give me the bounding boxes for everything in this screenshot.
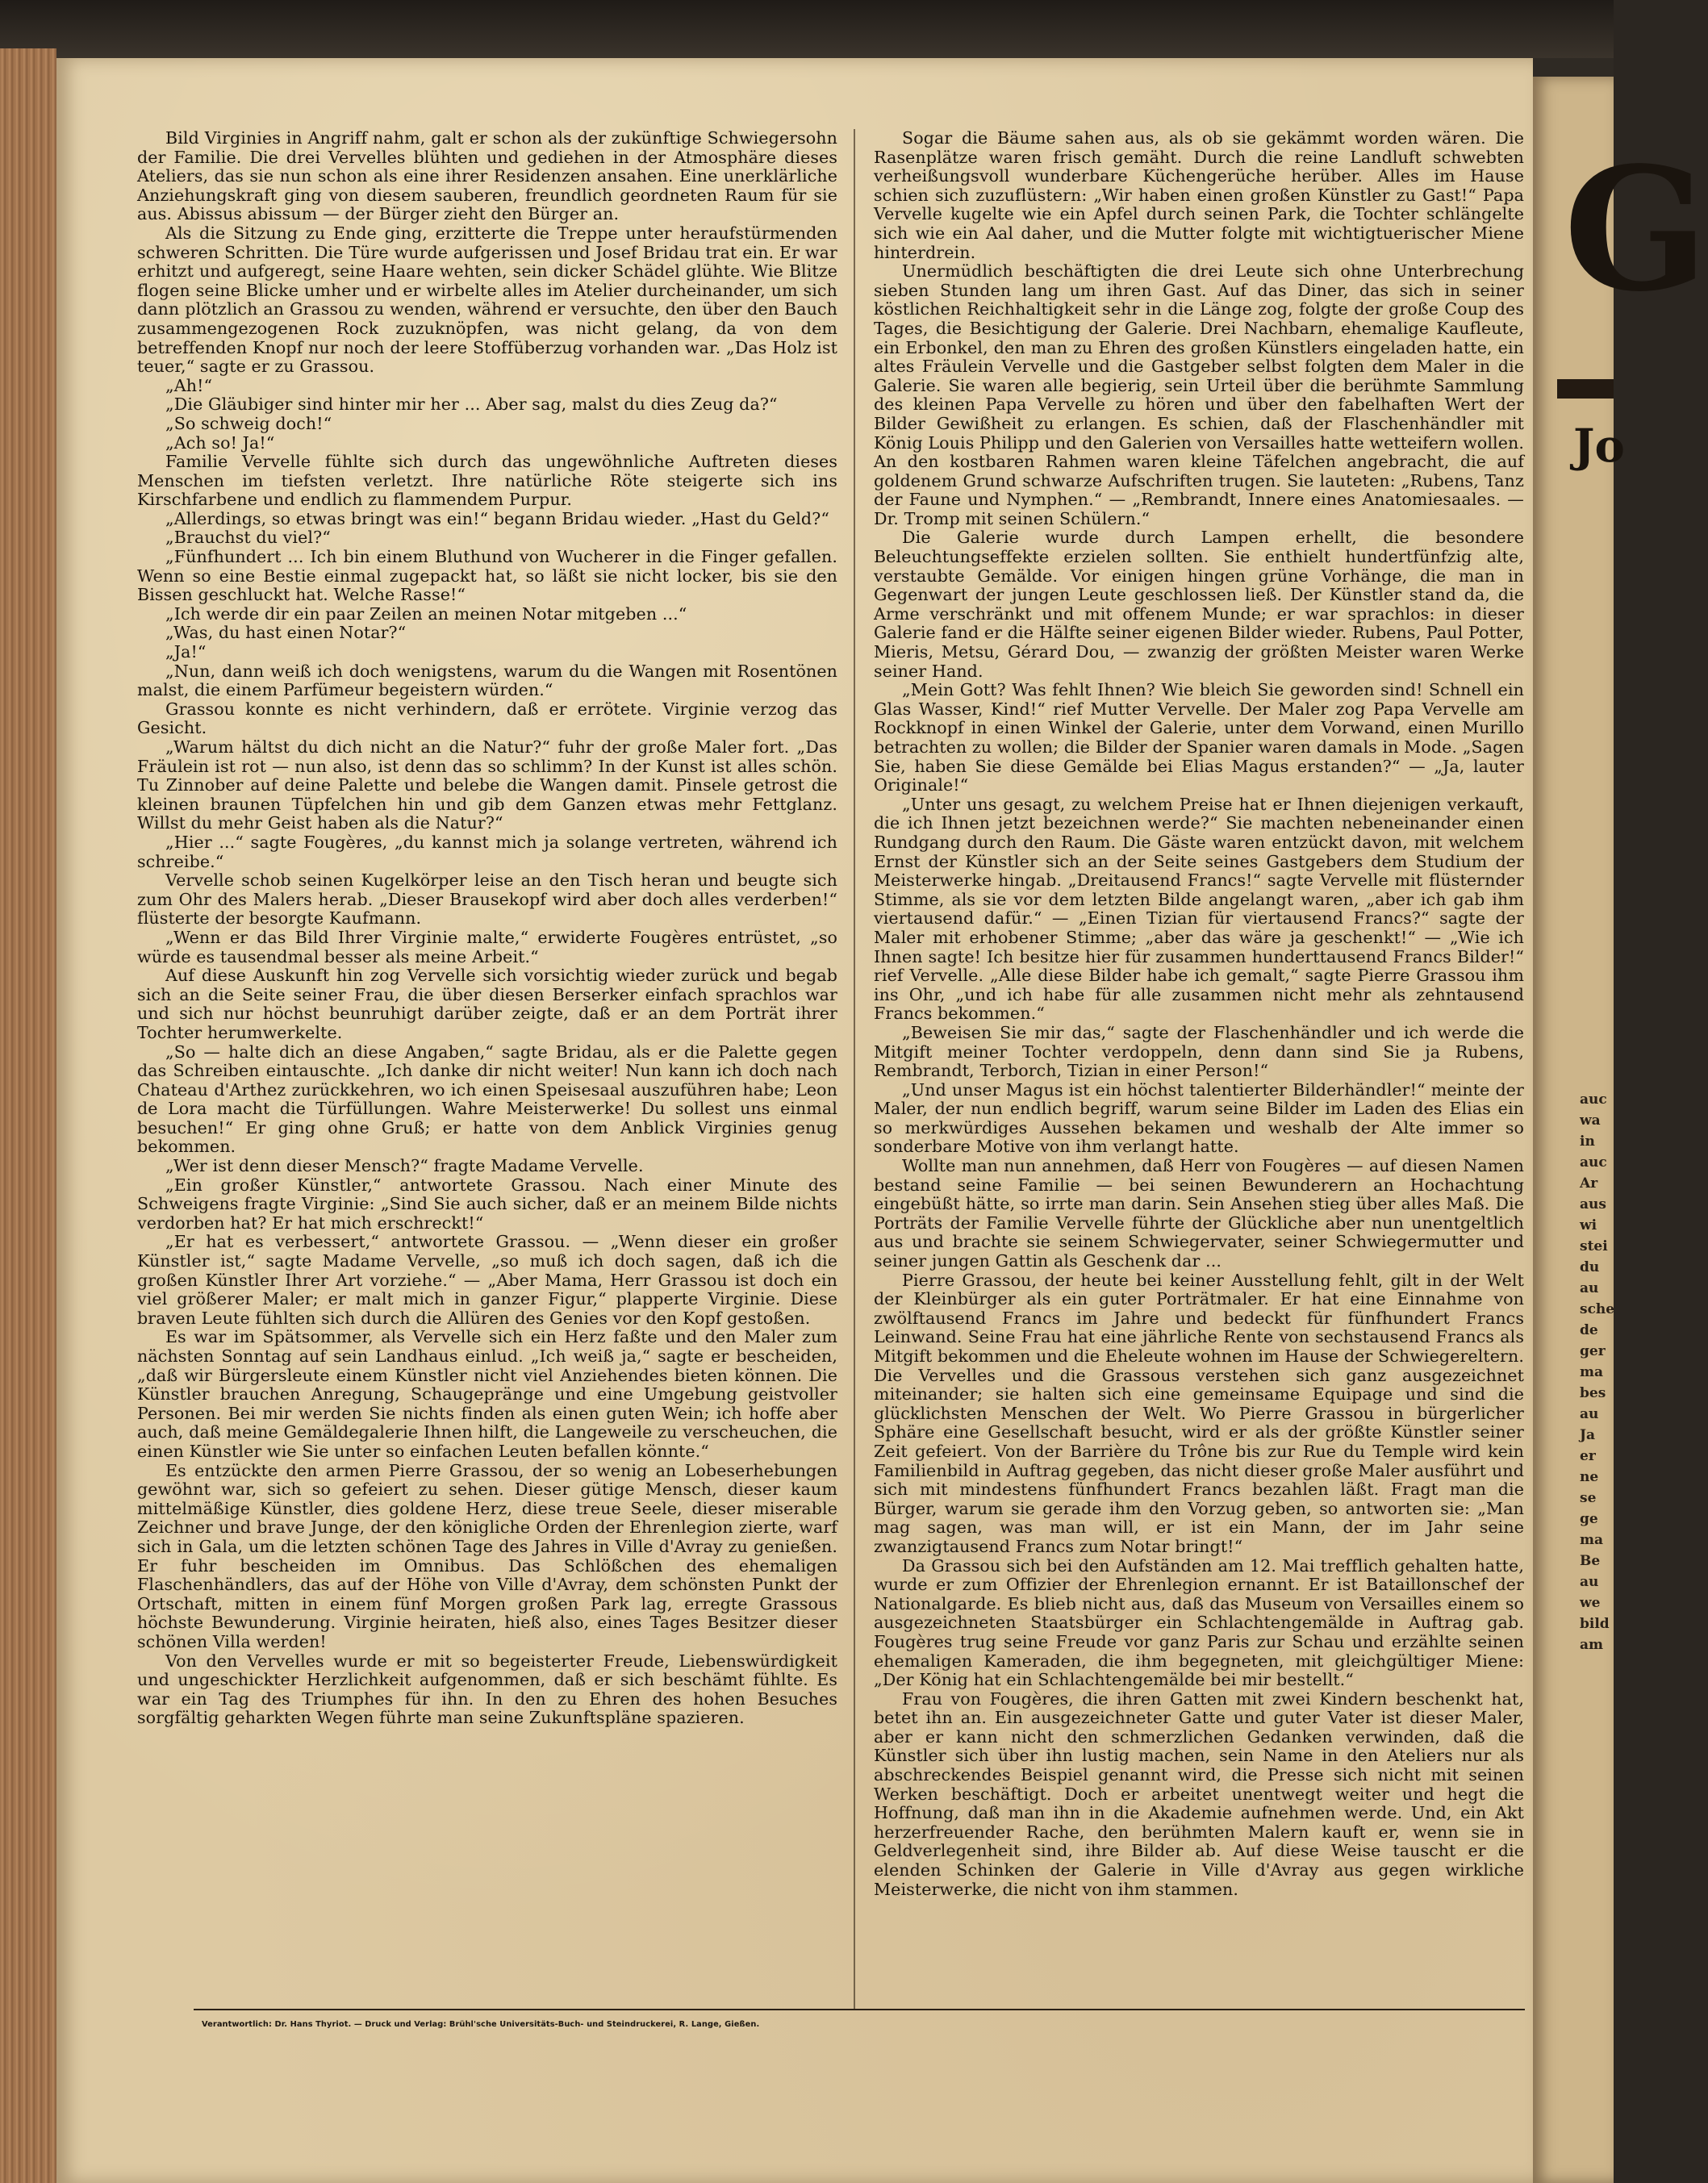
paragraph: Unermüdlich beschäftigten die drei Leute sich ohne Unterbrechung sieben Stunden lang um ihren Gast. Auf das Diner, das sich in seiner köstlichen Reichhaltigkeit sehr in die Länge zog, folgte der große Coup des Tages, die Besichtigung der Galerie. Drei Nachbarn, ehemalige Kaufleute, ein Erbonkel, den man zu Ehren des großen Künstlers eingeladen hatte, ein altes Fräulein Vervelle und die Gastgeber selbst folgten dem Maler in die Galerie. Sie waren alle begierig, sein Urteil über die berühmte Sammlung des kleinen Papa Vervelle zu hören und über den fabelhaften Wert der Bilder Gewißheit zu erlangen. Es schien, daß der Flaschenhändler mit König Louis Philipp und den Galerien von Versailles hatte wetteifern wollen. An den kostbaren Rahmen waren kleine Täfelchen angebracht, die auf goldenem Grund schwarze Aufschriften trugen. Sie lauteten: „Rubens, Tanz der Faune und Nymphen.“ — „Rembrandt, Innere eines Anatomiesaales. — Dr. Tromp mit seinen Schülern.“	[874, 261, 1524, 528]
adjacent-page-fragment: ge	[1580, 1511, 1598, 1527]
adjacent-page-big-letter: G	[1564, 130, 1708, 329]
adjacent-page-fragment: ger	[1580, 1343, 1606, 1359]
paragraph: Da Grassou sich bei den Aufständen am 12. Mai trefflich gehalten hatte, wurde er zum Offizier der Ehrenlegion ernannt. Er ist Bataillonschef der Nationalgarde. Es blieb nicht aus, daß das Museum von Versailles einem so ausgezeichneten Staatsbürger ein Schlachtengemälde in Auftrag gab. Fougères trug seine Freude vor ganz Paris zur Schau und erzählte seinen ehemaligen Kameraden, die ihm begegneten, mit gleichgültiger Miene: „Der König hat ein Schlachtengemälde bei mir bestellt.“	[874, 1555, 1524, 1690]
adjacent-page-fragment: we	[1580, 1595, 1601, 1611]
column-divider	[854, 129, 855, 2009]
adjacent-page-fragment: Ja	[1580, 1427, 1596, 1443]
paragraph: „Mein Gott? Was fehlt Ihnen? Wie bleich Sie geworden sind! Schnell ein Glas Wasser, Kind!“ rief Mutter Vervelle. Der Maler zog Papa Vervelle am Rockknopf in einen Winkel der Galerie, unter dem Vorwand, einen Murillo betrachten zu wollen; die Bilder der Spanier waren damals in Mode. „Sagen Sie, haben Sie diese Gemälde bei Elias Magus erstanden?“ — „Ja, lauter Originale!“	[874, 680, 1525, 795]
paragraph: „Fünfhundert ... Ich bin einem Bluthund von Wucherer in die Finger gefallen. Wenn so eine Bestie einmal zugepackt hat, so läßt sie nicht locker, bis sie den Bissen geschluckt hat. Welche Rasse!“	[137, 547, 837, 605]
paragraph: „Nun, dann weiß ich doch wenigstens, warum du die Wangen mit Rosentönen malst, die einem Parfümeur begeistern würden.“	[137, 661, 837, 700]
paragraph: „Warum hältst du dich nicht an die Natur?“ fuhr der große Maler fort. „Das Fräulein ist rot — nun also, ist denn das so schlimm? In der Kunst ist alles schön. Tu Zinnober auf deine Palette und belebe die Wangen damit. Pinsele getrost die kleinen braunen Tüpfelchen hin und gib dem Ganzen etwas mehr Fettglanz. Willst du mehr Geist haben als die Natur?“	[137, 737, 837, 833]
adjacent-page-fragment: au	[1580, 1406, 1599, 1422]
adjacent-page-fragment: Be	[1580, 1553, 1601, 1569]
paragraph: „Ach so! Ja!“	[165, 432, 275, 453]
adjacent-page-fragment: ma	[1580, 1532, 1604, 1548]
paragraph: Es entzückte den armen Pierre Grassou, der so wenig an Lobeserhebungen gewöhnt war, sich so gefeiert zu sehen. Dieser gütige Mensch, dieser kaum mittelmäßige Künstler, dies goldene Herz, diese treue Seele, dieser miserable Zeichner und brave Junge, der den königliche Orden der Ehrenlegion zierte, warf sich in Gala, um die letzten schönen Tage des Jahres in Ville d'Avray zu genießen. Er fuhr bescheiden im Omnibus. Das Schlößchen des ehemaligen Flaschenhändlers, das auf der Höhe von Ville d'Avray, dem schönsten Punkt der Ortschaft, mitten in einem fünf Morgen großen Park lag, erregte Grassous höchste Bewunderung. Virginie heiraten, hieß also, eines Tages Besitzer dieser schönen Villa werden!	[137, 1460, 837, 1651]
paragraph: Wollte man nun annehmen, daß Herr von Fougères — auf diesen Namen bestand seine Familie — bei seinen Bewunderern an Hochachtung eingebüßt hätte, so irrte man darin. Sein Ansehen stieg über alles Maß. Die Porträts der Familie Vervelle führte der Glückliche aber nun unentgeltlich aus und brachte sie seinem Schwiegervater, seiner Schwiegermutter und seiner jungen Gattin als Geschenk dar ...	[874, 1156, 1524, 1271]
paragraph: „Und unser Magus ist ein höchst talentierter Bilderhändler!“ meinte der Maler, der nun endlich begriff, warum seine Bilder im Laden des Elias ein so merkwürdiges Aussehen bekamen und weshalb der Alte immer so sonderbare Motive von ihm verlangt hatte.	[874, 1079, 1524, 1157]
adjacent-page-fragment: auc	[1580, 1154, 1607, 1171]
adjacent-page-fragment: wa	[1580, 1112, 1601, 1129]
paragraph: Es war im Spätsommer, als Vervelle sich ein Herz faßte und den Maler zum nächsten Sonntag auf sein Landhaus einlud. „Ich weiß ja,“ sagte er bescheiden, „daß wir Bürgersleute einem Künstler nicht viel Anziehendes bieten können. Die Künstler brauchen Anregung, Schaugepränge und eine Umgebung geistvoller Personen. Bei mir werden Sie nichts finden als einen guten Wein; ich hoffe aber auch, daß meine Gemäldegalerie Ihnen hilft, die Langeweile zu verscheuchen, die einen Künstler wie Sie unter so einfachen Leuten befallen könnte.“	[137, 1327, 837, 1461]
adjacent-page-fragment: bes	[1580, 1385, 1606, 1401]
adjacent-page-fragment: er	[1580, 1448, 1596, 1464]
adjacent-page-fragment: se	[1580, 1490, 1597, 1506]
paragraph: Auf diese Auskunft hin zog Vervelle sich vorsichtig wieder zurück und begab sich an die Seite seiner Frau, die über diesen Berserker einfach sprachlos war und sich nur höchst beunruhigt darüber zeigte, daß er an dem Porträt ihrer Tochter herumwerkelte.	[137, 966, 837, 1042]
paragraph: „Brauchst du viel?“	[165, 528, 331, 548]
paragraph: „Wer ist denn dieser Mensch?“ fragte Madame Vervelle.	[165, 1156, 644, 1176]
paragraph: Sogar die Bäume sahen aus, als ob sie gekämmt worden wären. Die Rasenplätze waren frisch gemäht. Durch die reine Landluft schwebten verheißungsvoll wunderbare Küchengerüche herüber. Alles im Hause schien sich zuzuflüstern: „Wir haben einen großen Künstler zu Gast!“ Papa Vervelle kugelte wie ein Apfel durch seinen Park, die Tochter schlängelte sich wie ein Aal daher, und die Mutter folgte mit wichtigtuerischer Miene hinterdrein.	[874, 128, 1524, 262]
paragraph: „Was, du hast einen Notar?“	[165, 623, 407, 643]
paragraph: Frau von Fougères, die ihren Gatten mit zwei Kindern beschenkt hat, betet ihn an. Ein ausgezeichneter Gatte und guter Vater ist dieser Maler, aber er kann nicht den schmerzlichen Gedanken verwinden, daß die Künstler sich über ihn lustig machen, sein Name in den Ateliers nur als abschreckendes Beispiel genannt wird, die Presse sich nicht mit seinen Werken beschäftigt. Doch er arbeitet unentwegt weiter und hegt die Hoffnung, daß man ihn in die Akademie aufnehmen werde. Und, ein Akt herzerfreuender Rache, den berühmten Malern kauft er, wenn sie in Geldverlegenheit sind, ihre Bilder ab. Auf diese Weise tauscht er die elenden Schinken der Galerie in Ville d'Avray aus gegen wirkliche Meisterwerke, die nicht von ihm stammen.	[874, 1688, 1524, 1899]
footer-rule	[194, 2009, 1525, 2010]
adjacent-page-fragment: au	[1580, 1280, 1599, 1296]
paragraph: „Unter uns gesagt, zu welchem Preise hat er Ihnen diejenigen verkauft, die ich Ihnen jetzt bezeichnen werde?“ Sie machten nebeneinander einen Rundgang durch den Raum. Die Gäste waren entzückt davon, mit welchem Ernst der Künstler sich an der Seite seines Gastgebers dem Studium der Meisterwerke hingab. „Dreitausend Francs!“ sagte Vervelle mit flüsternder Stimme, als sie vor dem letzten Bilde angelangt waren, „aber ich gab ihm viertausend dafür.“ — „Einen Tizian für viertausend Francs?“ sagte der Maler mit erhobener Stimme; „aber das wäre ja geschenkt!“ — „Wie ich Ihnen sagte! Ich besitze hier für zusammen hunderttausend Francs Bilder!“ rief Vervelle. „Alle diese Bilder habe ich gemalt,“ sagte Pierre Grassou ihm ins Ohr, „und ich habe für alle zusammen nicht mehr als zehntausend Francs bekommen.“	[874, 794, 1524, 1024]
paragraph: „So — halte dich an diese Angaben,“ sagte Bridau, als er die Palette gegen das Schreiben eintauschte. „Ich danke dir nicht weiter! Nun kann ich doch nach Chateau d'Arthez zurückkehren, wo ich einen Speisesaal auszuführen habe; Leon de Lora macht die Türfüllungen. Wahre Meisterwerke! Du sollest uns einmal besuchen!“ Er ging ohne Gruß; er hatte von dem Anblick Virginies genug bekommen.	[137, 1041, 837, 1157]
adjacent-page-fragment: ma	[1580, 1364, 1604, 1380]
paragraph: „Ja!“	[165, 642, 207, 662]
adjacent-page-fragment: in	[1580, 1133, 1595, 1150]
adjacent-page-fragment: bild	[1580, 1616, 1610, 1632]
paragraph: Bild Virginies in Angriff nahm, galt er schon als der zukünftige Schwiegersohn der Familie. Die drei Vervelles blühten und gediehen in der Atmosphäre dieses Ateliers, das sie nun schon als eine ihrer Residenzen ansahen. Eine unerklärliche Anziehungskraft ging von diesem sauberen, freundlich geordneten Raum für sie aus. Abissus abissum — der Bürger zieht den Bürger an.	[137, 128, 837, 224]
text-column-left	[137, 129, 837, 1728]
paragraph: „Beweisen Sie mir das,“ sagte der Flaschenhändler und ich werde die Mitgift meiner Tochter verdoppeln, denn dann sind Sie ja Rubens, Rembrandt, Terborch, Tizian in einer Person!“	[874, 1022, 1524, 1081]
adjacent-page-fragment: am	[1580, 1637, 1604, 1653]
paragraph: Als die Sitzung zu Ende ging, erzitterte die Treppe unter heraufstürmenden schweren Schritten. Die Türe wurde aufgerissen und Josef Bridau trat ein. Er war erhitzt und aufgeregt, seine Haare wehten, sein dicker Schädel glühte. Wie Blitze flogen seine Blicke umher und er wirbelte alles im Atelier durcheinander, um sich dann plötzlich an Grassou zu wenden, während er versuchte, den über den Bauch zusammengezogenen Rock zuzuknöpfen, was nicht gelang, da von dem betreffenden Knopf nur noch der leere Stoffüberzug vorhanden war. „Das Holz ist teuer,“ sagte er zu Grassou.	[137, 223, 837, 377]
paragraph: „Ah!“	[165, 375, 213, 395]
adjacent-page-fragment: auc	[1580, 1092, 1607, 1108]
paragraph: „Hier ...“ sagte Fougères, „du kannst mich ja solange vertreten, während ich schreibe.“	[137, 832, 837, 871]
paragraph: Vervelle schob seinen Kugelkörper leise an den Tisch heran und beugte sich zum Ohr des Malers herab. „Dieser Brausekopf wird aber doch alles verderben!“ flüsterte der besorgte Kaufmann.	[137, 870, 837, 929]
adjacent-page-fragment: Ar	[1580, 1175, 1598, 1192]
adjacent-page-fragment: aus	[1580, 1196, 1606, 1213]
adjacent-page-fragment: sche	[1580, 1301, 1615, 1317]
paragraph: „Ein großer Künstler,“ antwortete Grassou. Nach einer Minute des Schweigens fragte Virginie: „Sind Sie auch sicher, daß er an meinem Bilde nichts verdorben hat? Er hat mich erschreckt!“	[137, 1175, 837, 1233]
adjacent-page-fragment: au	[1580, 1574, 1599, 1590]
paragraph: „Ich werde dir ein paar Zeilen an meinen Notar mitgeben ...“	[165, 603, 687, 624]
scanner-background	[0, 0, 1614, 58]
paragraph: „So schweig doch!“	[165, 413, 332, 433]
adjacent-page-fragment: stei	[1580, 1238, 1608, 1254]
paragraph: Grassou konnte es nicht verhindern, daß er errötete. Virginie verzog das Gesicht.	[137, 699, 837, 738]
paragraph: „Allerdings, so etwas bringt was ein!“ begann Bridau wieder. „Hast du Geld?“	[165, 508, 829, 528]
imprint-line: Verantwortlich: Dr. Hans Thyriot. — Druck und Verlag: Brühl'sche Universitäts-Buch- und Steindruckerei, R. Lange, Gießen.	[202, 2020, 760, 2029]
adjacent-page-heading: Jo	[1573, 419, 1625, 473]
text-column-right	[874, 129, 1524, 1899]
paragraph: Von den Vervelles wurde er mit so begeisterter Freude, Liebenswürdigkeit und ungeschickter Herzlichkeit aufgenommen, daß er sich beschämt fühlte. Es war ein Tag des Triumphes für ihn. In den zu Ehren des hohen Besuches sorgfältig geharkten Wegen führte man seine Zukunftspläne spazieren.	[137, 1651, 837, 1728]
paragraph: Pierre Grassou, der heute bei keiner Ausstellung fehlt, gilt in der Welt der Kleinbürger als ein guter Porträtmaler. Er hat eine Einnahme von zwölftausend Francs im Jahre und bedeckt für fünfhundert Francs Leinwand. Seine Frau hat eine jährliche Rente von sechstausend Francs als Mitgift bekommen und die Eheleute wohnen im Hause der Schwiegereltern. Die Vervelles und die Grassous verstehen sich ganz ausgezeichnet miteinander; sie halten sich eine gemeinsame Equipage und sind die glücklichsten Menschen der Welt. Wo Pierre Grassou in bürgerlicher Sphäre eine Gesellschaft besucht, wird er als der größte Künstler seiner Zeit gefeiert. Von der Barrière du Trône bis zur Rue du Temple wird kein Familienbild in Auftrag gegeben, das nicht dieser große Maler ausführt und sich mit mindestens fünfhundert Francs bezahlen läßt. Fragt man die Bürger, warum sie gerade ihm den Vorzug geben, so antworten sie: „Man mag sagen, was man will, er ist ein Mann, der im Jahr seine zwanzigtausend Francs zum Notar bringt!“	[874, 1270, 1524, 1556]
paragraph: „Die Gläubiger sind hinter mir her ... Aber sag, malst du dies Zeug da?“	[165, 394, 778, 415]
adjacent-page-fragment: ne	[1580, 1469, 1599, 1485]
adjacent-page-fragment: de	[1580, 1322, 1598, 1338]
adjacent-page-fragment: wi	[1580, 1217, 1597, 1233]
book-binding-edge	[0, 48, 56, 2183]
paragraph: Familie Vervelle fühlte sich durch das ungewöhnliche Auftreten dieses Menschen im tiefsten verletzt. Ihre natürliche Röte steigerte sich ins Kirschfarbene und endlich zu flammendem Purpur.	[137, 452, 837, 510]
adjacent-page-text-fragments	[1580, 1089, 1614, 1655]
adjacent-page-rule	[1557, 379, 1614, 399]
paragraph: „Wenn er das Bild Ihrer Virginie malte,“ erwiderte Fougères entrüstet, „so würde es tausendmal besser als meine Arbeit.“	[137, 927, 837, 966]
adjacent-page-fragment: du	[1580, 1259, 1600, 1275]
paragraph: „Er hat es verbessert,“ antwortete Grassou. — „Wenn dieser ein großer Künstler ist,“ sagte Madame Vervelle, „so muß ich doch sagen, daß ich die großen Künstler Ihrer Art vorziehe.“ — „Aber Mama, Herr Grassou ist doch ein viel größerer Maler; er malt mich in ganzer Figur,“ plapperte Virginie. Diese braven Leute fühlten sich durch die Allüren des Genies vor den Kopf gestoßen.	[137, 1232, 837, 1328]
paragraph: Die Galerie wurde durch Lampen erhellt, die besondere Beleuchtungseffekte erzielen sollten. Sie enthielt hundertfünfzig alte, verstaubte Gemälde. Vor einigen hingen grüne Vorhänge, die man in Gegenwart der jungen Leute geschlossen ließ. Der Künstler stand da, die Arme verschränkt und mit offenem Munde; er war sprachlos: in dieser Galerie fand er die Hälfte seiner eigenen Bilder wieder. Rubens, Paul Potter, Mieris, Metsu, Gérard Dou, — zwanzig der größten Meister waren Werke seiner Hand.	[874, 528, 1524, 681]
